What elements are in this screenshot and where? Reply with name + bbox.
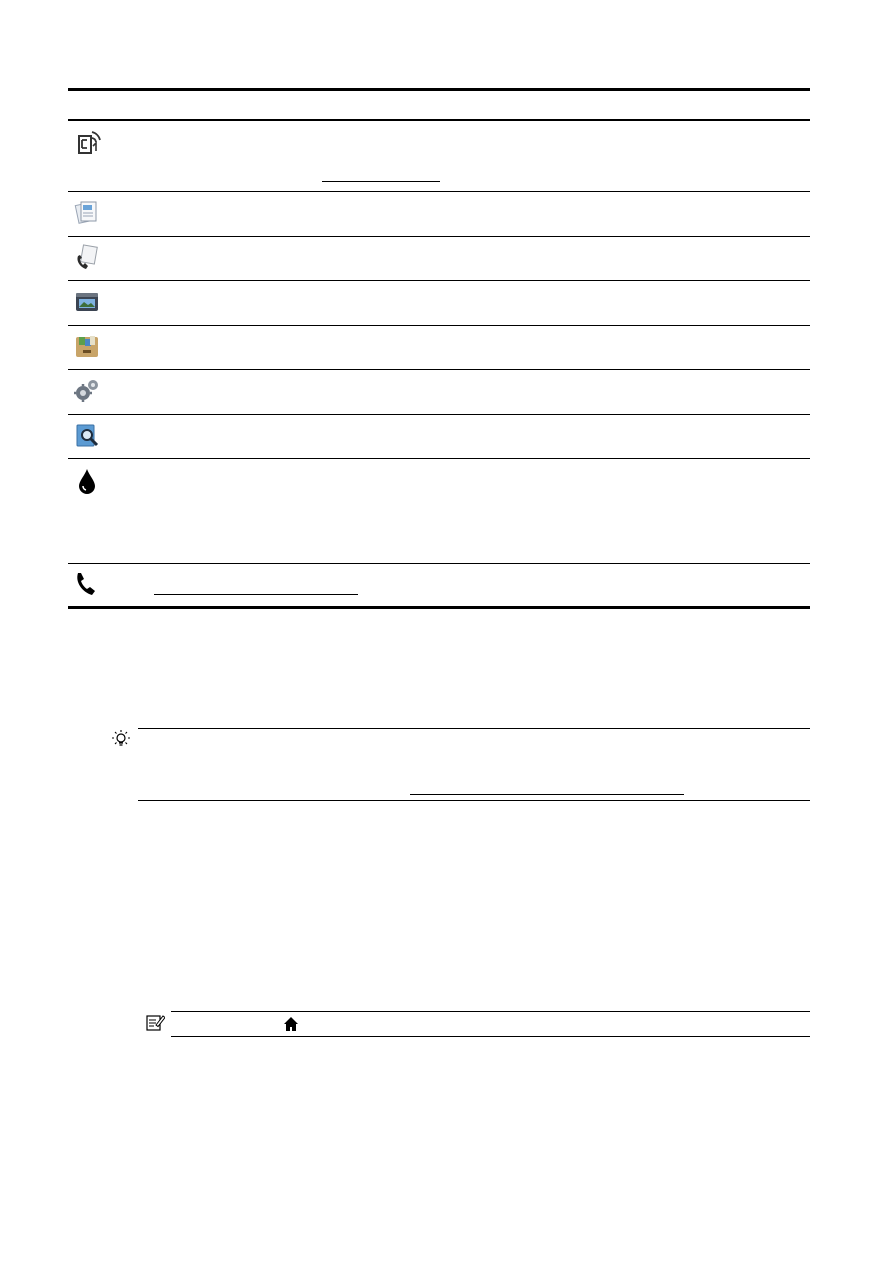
table-header-rule <box>68 119 810 121</box>
lightbulb-icon <box>111 729 131 749</box>
note-icon <box>145 1012 165 1032</box>
setup-gears-icon <box>72 376 102 406</box>
row-divider <box>68 325 810 326</box>
tip-link-underline[interactable] <box>410 794 684 795</box>
tip-bottom-rule <box>138 800 810 801</box>
row9-link-underline[interactable] <box>154 594 358 595</box>
table-bottom-rule <box>68 606 810 609</box>
scan-icon <box>72 287 102 317</box>
phone-icon <box>72 569 102 599</box>
row-divider <box>68 280 810 281</box>
note-bottom-rule <box>171 1036 810 1037</box>
home-icon[interactable] <box>283 1016 299 1032</box>
ink-drop-icon <box>72 467 102 497</box>
copy-icon <box>72 197 102 227</box>
row-divider <box>68 191 810 192</box>
row-divider <box>68 414 810 415</box>
tip-top-rule <box>138 728 810 729</box>
row1-link-underline[interactable] <box>322 181 440 182</box>
fax-icon <box>72 242 102 272</box>
row-divider <box>68 236 810 237</box>
note-top-rule <box>171 1011 810 1012</box>
wireless-print-icon <box>72 126 102 156</box>
row-divider <box>68 369 810 370</box>
table-top-rule <box>68 88 810 91</box>
apps-icon <box>72 331 102 361</box>
row-divider <box>68 458 810 459</box>
row-divider <box>68 563 810 564</box>
help-icon <box>72 420 102 450</box>
